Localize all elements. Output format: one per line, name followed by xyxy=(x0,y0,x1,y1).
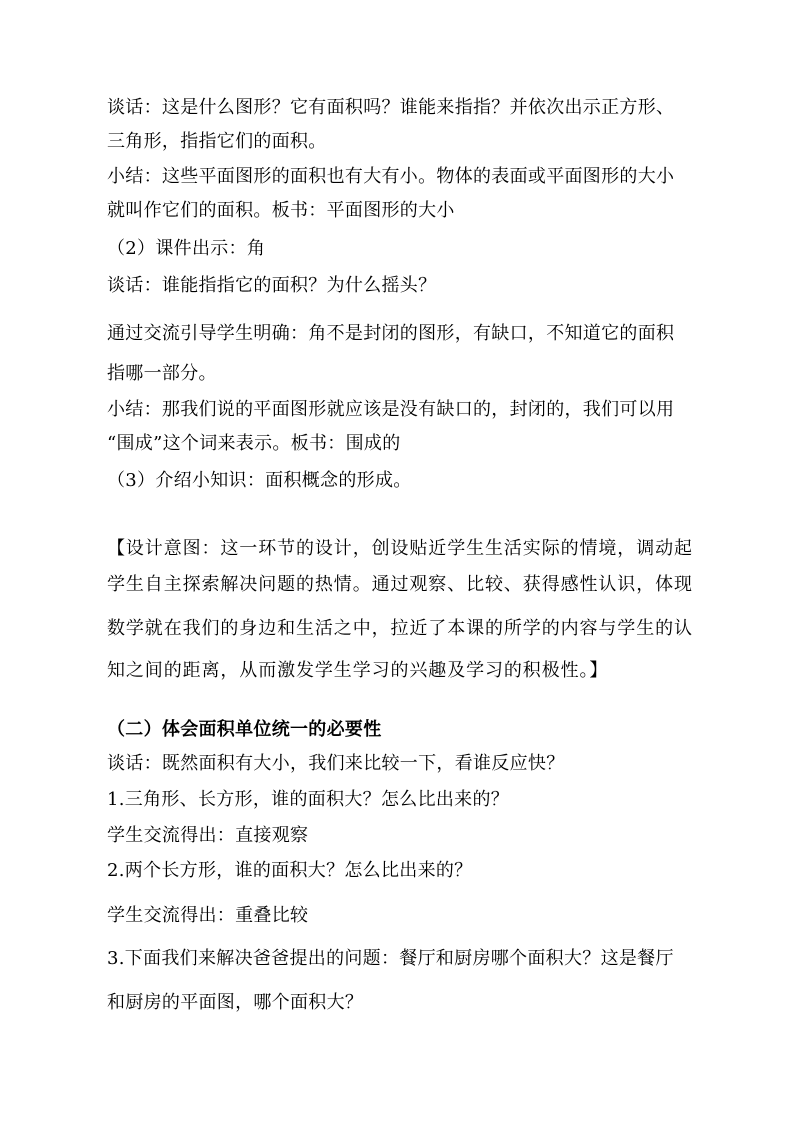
paragraph-line: 学生交流得出：直接观察 xyxy=(107,825,309,846)
paragraph-line: 三角形，指指它们的面积。 xyxy=(107,131,327,152)
list-item: 2.两个长方形，谁的面积大？怎么比出来的？ xyxy=(107,860,473,881)
design-intent-line: 【设计意图：这一环节的设计，创设贴近学生生活实际的情境，调动起 xyxy=(107,538,693,559)
paragraph-line: “围成”这个词来表示。板书：围成的 xyxy=(107,433,401,454)
paragraph-line: 和厨房的平面图，哪个面积大？ xyxy=(107,992,364,1013)
design-intent-line: 知之间的距离，从而激发学生学习的兴趣及学习的积极性。】 xyxy=(107,660,609,681)
design-intent-line: 学生自主探索解决问题的热情。通过观察、比较、获得感性认识，体现 xyxy=(107,574,693,595)
section-heading: （二）体会面积单位统一的必要性 xyxy=(107,719,382,740)
paragraph-line: 谈话：这是什么图形？它有面积吗？谁能来指指？并依次出示正方形、 xyxy=(107,97,675,118)
list-item: 3.下面我们来解决爸爸提出的问题：餐厅和厨房哪个面积大？这是餐厅 xyxy=(107,948,674,969)
paragraph-line: 指哪一部分。 xyxy=(107,363,217,384)
paragraph-line: 谈话：既然面积有大小，我们来比较一下，看谁反应快？ xyxy=(107,753,565,774)
paragraph-line: 就叫作它们的面积。板书：平面图形的大小 xyxy=(107,200,455,221)
paragraph-line: 通过交流引导学生明确：角不是封闭的图形，有缺口，不知道它的面积 xyxy=(107,323,675,344)
design-intent-line: 数学就在我们的身边和生活之中，拉近了本课的所学的内容与学生的认 xyxy=(107,618,693,639)
paragraph-line: 学生交流得出：重叠比较 xyxy=(107,905,309,926)
paragraph-line: 谈话：谁能指指它的面积？为什么摇头？ xyxy=(107,275,437,296)
list-item: 1.三角形、长方形，谁的面积大？怎么比出来的？ xyxy=(107,789,510,810)
paragraph-line: 小结：那我们说的平面图形就应该是没有缺口的，封闭的，我们可以用 xyxy=(107,399,675,420)
subheading-line: （2）课件出示：角 xyxy=(107,238,266,259)
paragraph-line: 小结：这些平面图形的面积也有大有小。物体的表面或平面图形的大小 xyxy=(107,166,675,187)
subheading-line: （3）介绍小知识：面积概念的形成。 xyxy=(107,470,412,491)
